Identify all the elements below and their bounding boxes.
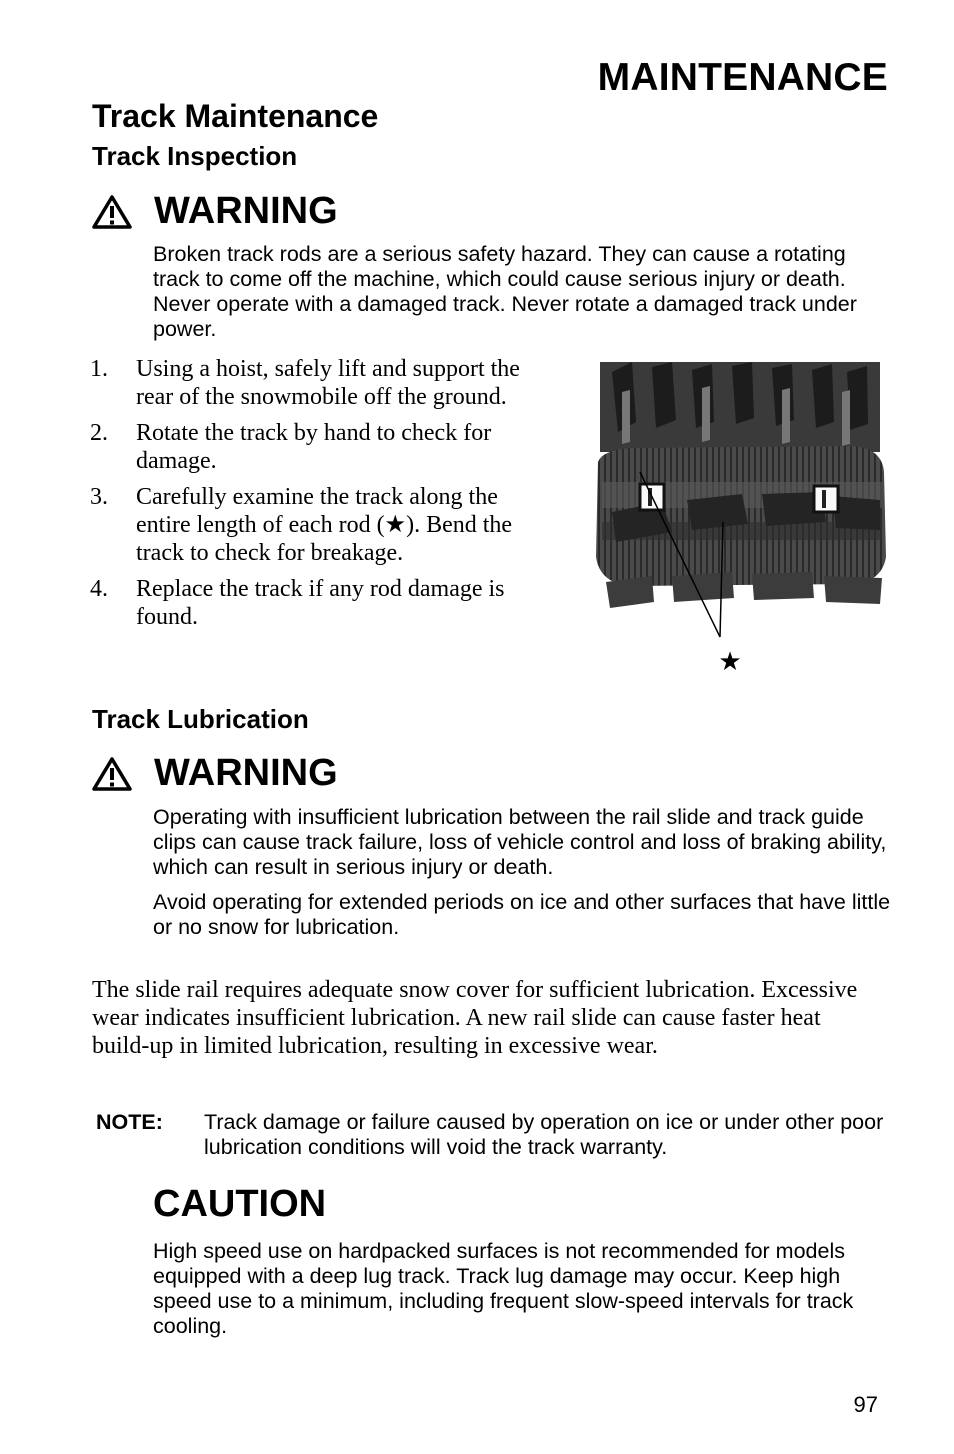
chapter-title: MAINTENANCE bbox=[597, 56, 888, 99]
warning-paragraph: Broken track rods are a serious safety hazard. They can cause a rotating track to come off the machine, which could cause serious injury or death. Never operate with a damaged track. Never rotate a damaged track under power. bbox=[153, 242, 857, 341]
caution-heading: CAUTION bbox=[153, 1183, 327, 1225]
note-label: NOTE: bbox=[96, 1110, 163, 1134]
list-item bbox=[90, 419, 530, 475]
step-text: Using a hoist, safely lift and support the rear of the snowmobile off the ground. bbox=[136, 356, 520, 410]
step-number: 1. bbox=[90, 356, 108, 382]
note-block bbox=[96, 1110, 896, 1160]
inspection-steps bbox=[90, 355, 530, 639]
note-text: Track damage or failure caused by operation on ice or under other poor lubrication conditions will void the track warranty. bbox=[204, 1110, 884, 1159]
warning-paragraph-1: Operating with insufficient lubrication between the rail slide and track guide clips can cause track failure, loss of vehicle control and loss of braking ability, which can result in serious injury or death. bbox=[153, 805, 887, 879]
step-number: 3. bbox=[90, 484, 108, 510]
warning-heading bbox=[92, 190, 338, 233]
track-photo bbox=[592, 362, 888, 677]
subsection-title-lubrication: Track Lubrication bbox=[92, 704, 309, 734]
list-item bbox=[90, 575, 530, 631]
warning-paragraph-2: Avoid operating for extended periods on ice and other surfaces that have little or no snow for lubrication. bbox=[153, 890, 891, 939]
warning-triangle-icon bbox=[92, 757, 132, 791]
step-number: 2. bbox=[90, 420, 108, 446]
step-text: Carefully examine the track along the entire length of each rod (★). Bend the track to check for breakage. bbox=[136, 484, 513, 566]
track-illustration bbox=[592, 362, 888, 677]
caution-paragraph: High speed use on hardpacked surfaces is not recommended for models equipped with a deep lug track. Track lug damage may occur. Keep high speed use to a minimum, including frequent slow-speed intervals for track cooling. bbox=[153, 1239, 854, 1338]
warning-triangle-icon bbox=[92, 195, 132, 229]
page-number: 97 bbox=[853, 1392, 878, 1417]
step-text: Rotate the track by hand to check for damage. bbox=[136, 420, 492, 474]
list-item bbox=[90, 483, 530, 567]
callout-star: ★ bbox=[718, 647, 742, 677]
warning-heading-2 bbox=[92, 752, 338, 795]
warning-label-2: WARNING bbox=[154, 752, 338, 794]
warning-text-2 bbox=[153, 805, 893, 950]
list-item bbox=[90, 355, 530, 411]
subsection-title-inspection: Track Inspection bbox=[92, 141, 298, 171]
body-paragraph: The slide rail requires adequate snow cover for sufficient lubrication. Excessive wear indicates insufficient lubrication. A new rail slide can cause faster heat build-up in limited lubrication, resulting in excessive wear. bbox=[92, 977, 858, 1059]
warning-label: WARNING bbox=[154, 190, 338, 232]
caution-text bbox=[153, 1239, 893, 1349]
step-number: 4. bbox=[90, 576, 108, 602]
section-title: Track Maintenance bbox=[92, 98, 379, 134]
warning-text bbox=[153, 242, 893, 352]
step-text: Replace the track if any rod damage is found. bbox=[136, 576, 505, 630]
